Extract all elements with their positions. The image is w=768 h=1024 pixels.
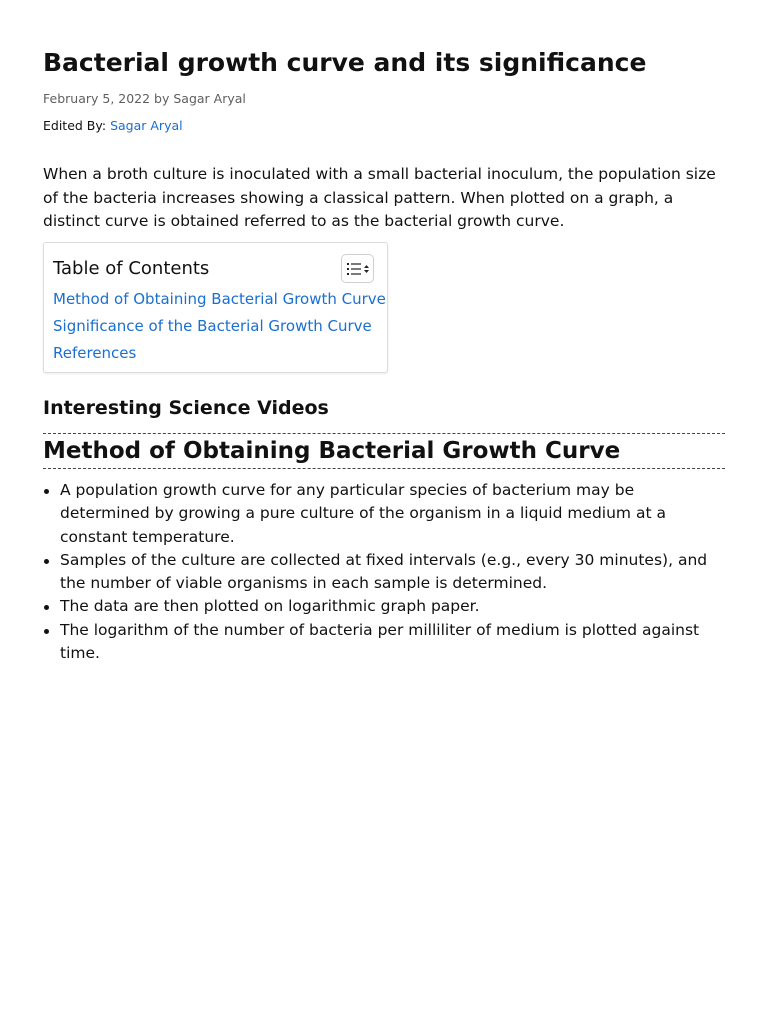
toc-item bbox=[53, 314, 386, 341]
toc-toggle-button[interactable] bbox=[341, 254, 374, 283]
intro-paragraph: When a broth culture is inoculated with a small bacterial inoculum, the population size of the bacteria increases showing a classical pattern. When plotted on a graph, a distinct curve is obtained referred to as the bacterial growth curve. bbox=[43, 165, 716, 230]
list-item: A population growth curve for any particular species of bacterium may be determined by growing a pure culture of the organism in a liquid medium at a constant temperature. bbox=[43, 479, 725, 549]
toc-title: Table of Contents bbox=[53, 258, 210, 279]
edited-by bbox=[43, 117, 183, 135]
videos-heading: Interesting Science Videos bbox=[43, 397, 329, 419]
edited-by-label: Edited By: bbox=[43, 118, 107, 133]
toc-link-references[interactable]: References bbox=[53, 344, 137, 362]
table-of-contents bbox=[43, 242, 388, 373]
post-meta: February 5, 2022 by Sagar Aryal bbox=[43, 91, 246, 106]
toc-list bbox=[53, 287, 386, 368]
toc-item bbox=[53, 341, 386, 368]
list-item: The logarithm of the number of bacteria per milliliter of medium is plotted against time. bbox=[43, 619, 725, 666]
section-header bbox=[43, 433, 725, 469]
page-title: Bacterial growth curve and its significance bbox=[43, 48, 647, 77]
toc-link-significance[interactable]: Significance of the Bacterial Growth Curve bbox=[53, 317, 372, 335]
editor-link[interactable]: Sagar Aryal bbox=[110, 118, 183, 133]
toc-item bbox=[53, 287, 386, 314]
section-heading: Method of Obtaining Bacterial Growth Curve bbox=[43, 438, 621, 464]
toc-link-method[interactable]: Method of Obtaining Bacterial Growth Curve bbox=[53, 290, 386, 308]
bullet-list bbox=[43, 479, 725, 665]
list-item: Samples of the culture are collected at fixed intervals (e.g., every 30 minutes), and the number of viable organisms in each sample is determined. bbox=[43, 549, 725, 596]
list-toggle-icon bbox=[347, 262, 370, 276]
list-item: The data are then plotted on logarithmic graph paper. bbox=[43, 595, 725, 618]
